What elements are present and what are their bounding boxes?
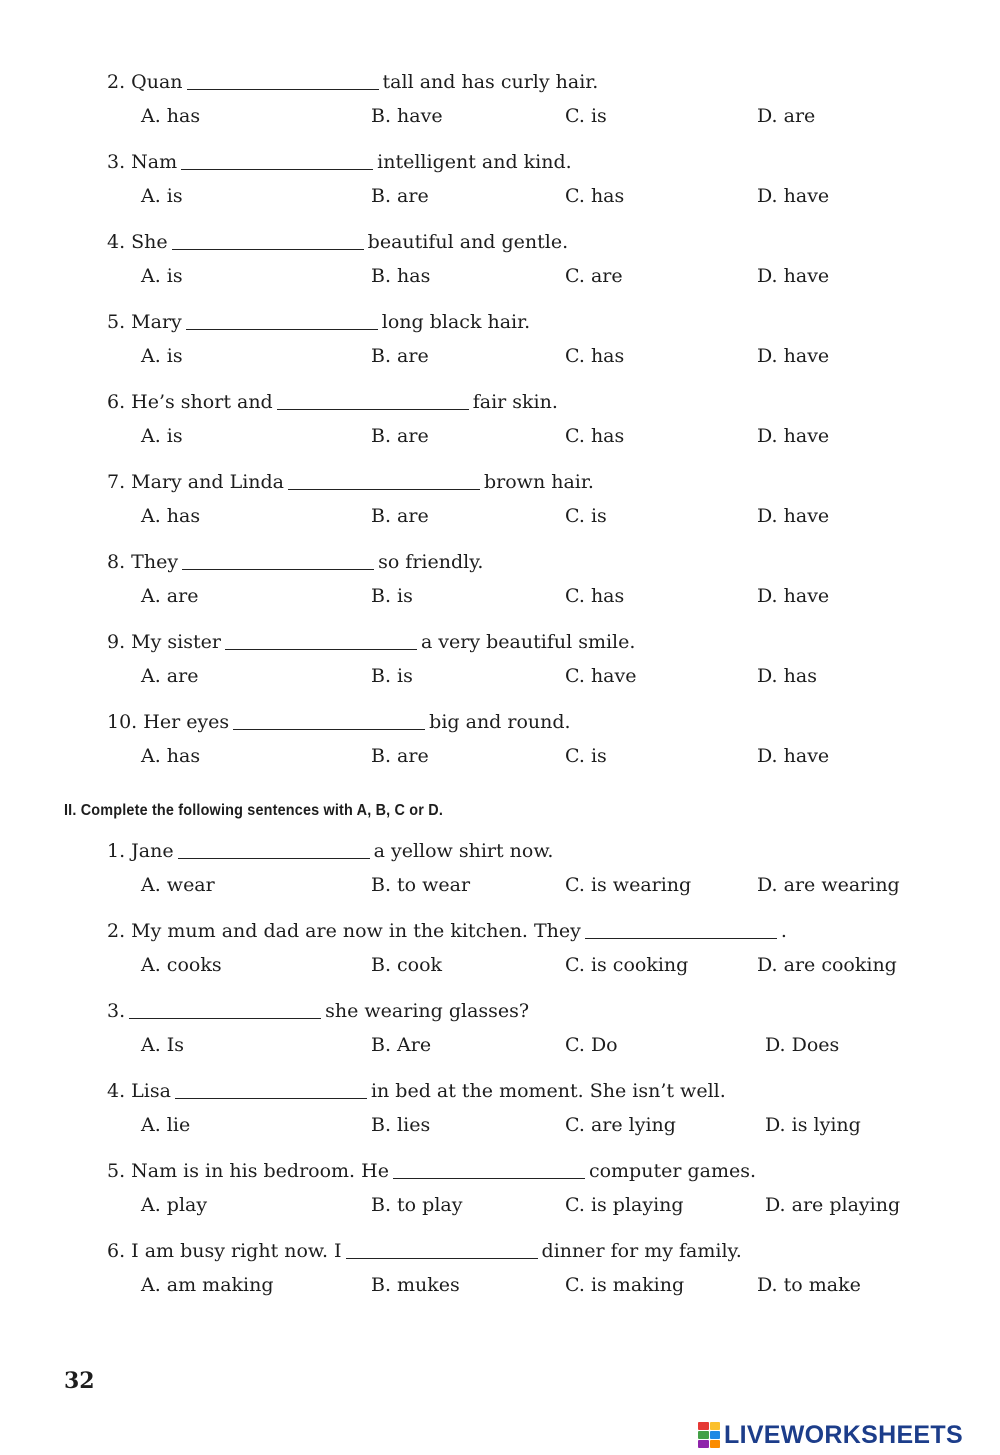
option-d[interactable]: D. have (757, 745, 830, 767)
question-item (0, 67, 1000, 147)
option-b[interactable]: B. have (371, 105, 443, 127)
option-a[interactable]: A. lie (141, 1114, 191, 1136)
option-d[interactable]: D. are cooking (757, 954, 897, 976)
question-stem (107, 307, 530, 337)
option-a[interactable]: A. am making (141, 1274, 274, 1296)
option-c[interactable]: C. is (565, 505, 607, 527)
option-a[interactable]: A. Is (141, 1034, 185, 1056)
question-text-before: 5. Nam is in his bedroom. He (107, 1160, 389, 1182)
option-b[interactable]: B. has (371, 265, 431, 287)
answer-blank[interactable] (181, 149, 373, 170)
option-d[interactable]: D. Does (765, 1034, 840, 1056)
answer-blank[interactable] (346, 1238, 538, 1259)
option-d[interactable]: D. have (757, 425, 830, 447)
question-item (0, 227, 1000, 307)
option-b[interactable]: B. are (371, 505, 429, 527)
answer-blank[interactable] (178, 838, 370, 859)
option-b[interactable]: B. lies (371, 1114, 431, 1136)
answer-blank[interactable] (585, 918, 777, 939)
logo-square (710, 1440, 721, 1448)
question-text-after: brown hair. (484, 471, 594, 493)
option-b[interactable]: B. are (371, 425, 429, 447)
answer-blank[interactable] (393, 1158, 585, 1179)
logo-square (698, 1422, 709, 1430)
answer-blank[interactable] (187, 69, 379, 90)
logo-square (710, 1431, 721, 1439)
option-b[interactable]: B. mukes (371, 1274, 460, 1296)
option-a[interactable]: A. cooks (141, 954, 222, 976)
option-c[interactable]: C. is making (565, 1274, 685, 1296)
question-item (0, 1236, 1000, 1316)
question-stem (107, 227, 568, 257)
question-stem (107, 836, 553, 866)
question-text-after: so friendly. (378, 551, 484, 573)
option-c[interactable]: C. has (565, 185, 625, 207)
question-text-after: she wearing glasses? (325, 1000, 530, 1022)
option-c[interactable]: C. has (565, 585, 625, 607)
question-text-before: 6. He’s short and (107, 391, 273, 413)
question-item (0, 707, 1000, 787)
answer-blank[interactable] (186, 309, 378, 330)
answer-blank[interactable] (182, 549, 374, 570)
question-item (0, 996, 1000, 1076)
option-c[interactable]: C. is (565, 745, 607, 767)
option-b[interactable]: B. Are (371, 1034, 432, 1056)
option-a[interactable]: A. has (141, 105, 201, 127)
option-b[interactable]: B. is (371, 585, 413, 607)
question-item (0, 547, 1000, 627)
question-text-after: a yellow shirt now. (373, 840, 554, 862)
question-text-after: tall and has curly hair. (382, 71, 599, 93)
option-d[interactable]: D. to make (757, 1274, 861, 1296)
option-a[interactable]: A. play (141, 1194, 208, 1216)
option-a[interactable]: A. is (141, 185, 183, 207)
page-number: 32 (64, 1368, 95, 1394)
question-stem (107, 547, 483, 577)
question-stem (107, 996, 529, 1026)
question-item (0, 1076, 1000, 1156)
option-b[interactable]: B. cook (371, 954, 443, 976)
option-c[interactable]: C. is (565, 105, 607, 127)
question-stem (107, 707, 571, 737)
section-1-questions (0, 67, 1000, 787)
question-text-after: computer games. (588, 1160, 756, 1182)
answer-blank[interactable] (175, 1078, 367, 1099)
question-text-before: 4. Lisa (107, 1080, 171, 1102)
question-item (0, 916, 1000, 996)
question-stem (107, 147, 572, 177)
option-a[interactable]: A. has (141, 745, 201, 767)
option-b[interactable]: B. are (371, 745, 429, 767)
question-stem (107, 1236, 742, 1266)
question-text-before: 2. My mum and dad are now in the kitchen. They (107, 920, 581, 942)
option-c[interactable]: C. are (565, 265, 623, 287)
answer-blank[interactable] (129, 998, 321, 1019)
option-b[interactable]: B. to wear (371, 874, 471, 896)
option-b[interactable]: B. are (371, 185, 429, 207)
option-d[interactable]: D. are (757, 105, 816, 127)
option-b[interactable]: B. are (371, 345, 429, 367)
option-c[interactable]: C. is cooking (565, 954, 689, 976)
option-c[interactable]: C. is playing (565, 1194, 684, 1216)
option-a[interactable]: A. are (141, 665, 199, 687)
question-text-before: 1. Jane (107, 840, 174, 862)
question-text-after: beautiful and gentle. (367, 231, 569, 253)
option-c[interactable]: C. are lying (565, 1114, 676, 1136)
answer-blank[interactable] (277, 389, 469, 410)
option-b[interactable]: B. to play (371, 1194, 463, 1216)
question-text-before: 6. I am busy right now. I (107, 1240, 342, 1262)
question-text-after: big and round. (429, 711, 571, 733)
liveworksheets-logo-icon (698, 1422, 720, 1448)
question-stem (107, 467, 594, 497)
question-text-after: dinner for my family. (541, 1240, 742, 1262)
question-item (0, 627, 1000, 707)
logo-square (698, 1431, 709, 1439)
question-item (0, 147, 1000, 227)
option-c[interactable]: C. is wearing (565, 874, 692, 896)
logo-square (710, 1422, 721, 1430)
question-item (0, 836, 1000, 916)
option-c[interactable]: C. has (565, 345, 625, 367)
answer-blank[interactable] (225, 629, 417, 650)
question-text-before: 10. Her eyes (107, 711, 230, 733)
section-2-questions (0, 836, 1000, 1316)
option-b[interactable]: B. is (371, 665, 413, 687)
question-item (0, 307, 1000, 387)
question-stem (107, 916, 787, 946)
option-d[interactable]: D. have (757, 585, 830, 607)
question-text-before: 8. They (107, 551, 179, 573)
option-d[interactable]: D. have (757, 265, 830, 287)
option-a[interactable]: A. is (141, 345, 183, 367)
liveworksheets-watermark (698, 1418, 998, 1452)
question-stem (107, 627, 635, 657)
question-stem (107, 387, 558, 417)
question-text-before: 5. Mary (107, 311, 182, 333)
question-item (0, 1156, 1000, 1236)
option-d[interactable]: D. have (757, 345, 830, 367)
answer-blank[interactable] (172, 229, 364, 250)
question-text-after: intelligent and kind. (377, 151, 572, 173)
brand-name: LIVEWORKSHEETS (724, 1421, 963, 1449)
option-d[interactable]: D. has (757, 665, 817, 687)
option-d[interactable]: D. are wearing (757, 874, 900, 896)
question-text-before: 2. Quan (107, 71, 183, 93)
option-d[interactable]: D. are playing (765, 1194, 901, 1216)
question-text-after: in bed at the moment. She isn’t well. (370, 1080, 726, 1102)
option-c[interactable]: C. have (565, 665, 637, 687)
option-d[interactable]: D. have (757, 505, 830, 527)
question-text-before: 7. Mary and Linda (107, 471, 284, 493)
logo-square (698, 1440, 709, 1448)
question-text-before: 3. Nam (107, 151, 178, 173)
question-item (0, 467, 1000, 547)
section-2-heading: II. Complete the following sentences with A, B, C or D. (64, 802, 443, 819)
answer-blank[interactable] (233, 709, 425, 730)
question-text-before: 4. She (107, 231, 168, 253)
answer-blank[interactable] (288, 469, 480, 490)
option-a[interactable]: A. has (141, 505, 201, 527)
question-stem (107, 1076, 726, 1106)
question-item (0, 387, 1000, 467)
question-stem (107, 1156, 756, 1186)
option-d[interactable]: D. is lying (765, 1114, 861, 1136)
option-a[interactable]: A. are (141, 585, 199, 607)
option-c[interactable]: C. has (565, 425, 625, 447)
question-text-after: . (780, 920, 787, 942)
question-text-before: 9. My sister (107, 631, 221, 653)
question-text-after: a very beautiful smile. (420, 631, 636, 653)
question-text-after: long black hair. (381, 311, 531, 333)
option-a[interactable]: A. is (141, 425, 183, 447)
question-text-before: 3. (107, 1000, 126, 1022)
question-text-after: fair skin. (472, 391, 558, 413)
option-a[interactable]: A. is (141, 265, 183, 287)
option-c[interactable]: C. Do (565, 1034, 618, 1056)
question-stem (107, 67, 598, 97)
option-d[interactable]: D. have (757, 185, 830, 207)
option-a[interactable]: A. wear (141, 874, 215, 896)
